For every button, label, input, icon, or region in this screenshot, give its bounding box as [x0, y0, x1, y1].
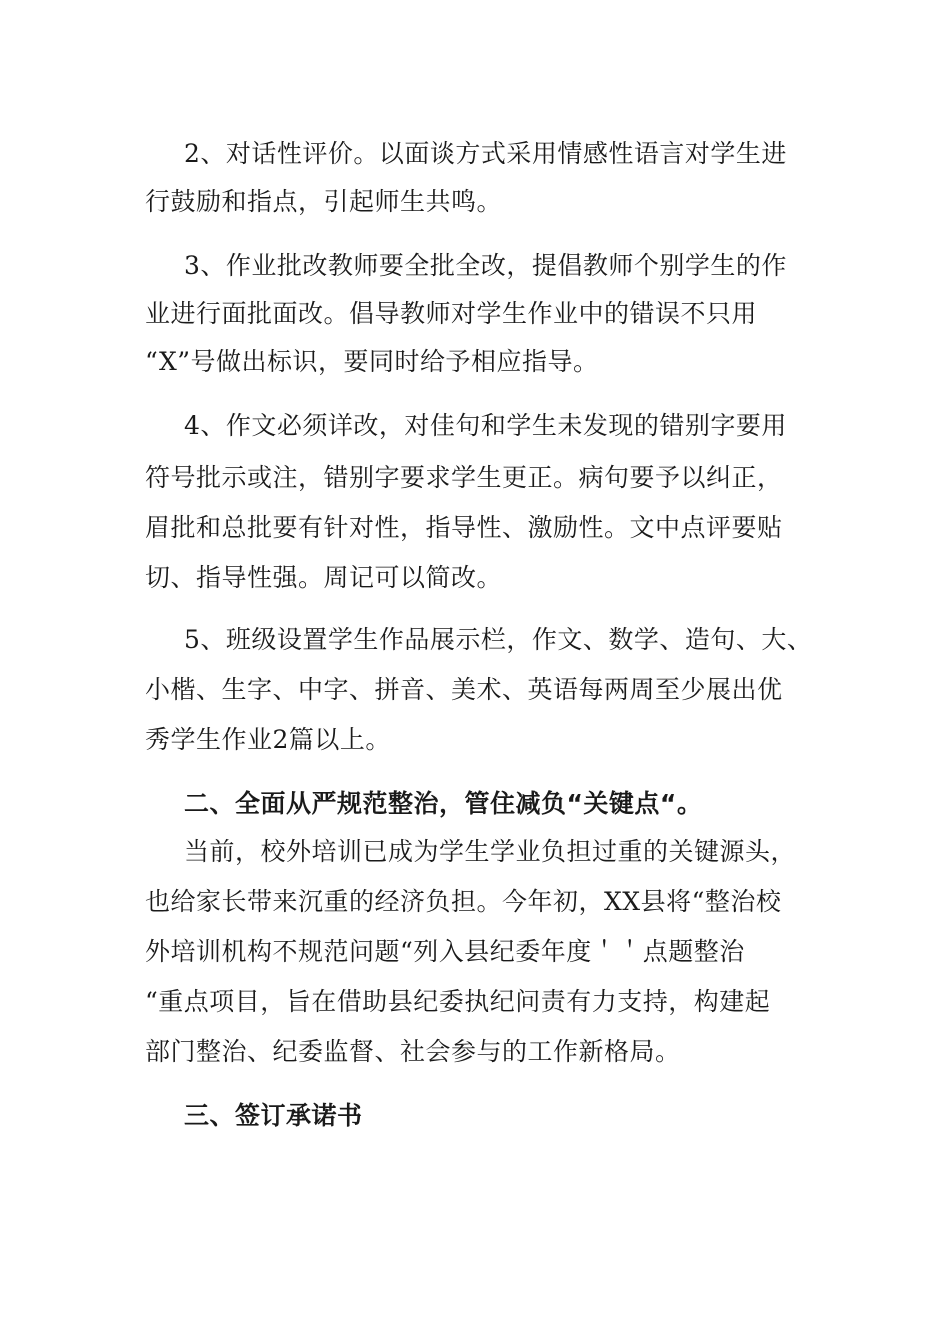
- paragraph-4-line-2: 符号批示或注，错别字要求学生更正。病句要予以纠正，: [145, 463, 783, 492]
- section-heading-3: 三、签订承诺书: [184, 1101, 363, 1130]
- paragraph-4-line-4: 切、指导性强。周记可以简改。: [145, 563, 503, 592]
- paragraph-2-line-2: 行鼓励和指点，引起师生共鸣。: [145, 187, 503, 216]
- paragraph-4-line-3: 眉批和总批要有针对性，指导性、激励性。文中点评要贴: [145, 513, 783, 542]
- paragraph-3-line-2: 业进行面批面改。倡导教师对学生作业中的错误不只用: [145, 299, 758, 328]
- section-2-paragraph-line-2: 也给家长带来沉重的经济负担。今年初，XX县将“整治校: [145, 887, 782, 916]
- paragraph-2-line-1: 2、对话性评价。以面谈方式采用情感性语言对学生进: [184, 139, 787, 168]
- section-2-paragraph-line-1: 当前，校外培训已成为学生学业负担过重的关键源头，: [184, 837, 797, 866]
- paragraph-5-line-2: 小楷、生字、中字、拼音、美术、英语每两周至少展出优: [145, 675, 783, 704]
- paragraph-3-line-3: “X”号做出标识，要同时给予相应指导。: [145, 347, 599, 376]
- paragraph-3-line-1: 3、作业批改教师要全批全改，提倡教师个别学生的作: [184, 251, 787, 280]
- section-2-paragraph-line-5: 部门整治、纪委监督、社会参与的工作新格局。: [145, 1037, 681, 1066]
- section-2-paragraph-line-4: “重点项目，旨在借助县纪委执纪问责有力支持，构建起: [145, 987, 771, 1016]
- section-heading-2: 二、全面从严规范整治，管住减负“关键点“。: [184, 789, 703, 818]
- paragraph-5-line-1: 5、班级设置学生作品展示栏，作文、数学、造句、大、: [184, 625, 813, 654]
- section-2-paragraph-line-3: 外培训机构不规范问题“列入县纪委年度＇＇点题整治: [145, 937, 745, 966]
- paragraph-4-line-1: 4、作文必须详改，对佳句和学生未发现的错别字要用: [184, 411, 787, 440]
- paragraph-5-line-3: 秀学生作业2篇以上。: [145, 725, 391, 754]
